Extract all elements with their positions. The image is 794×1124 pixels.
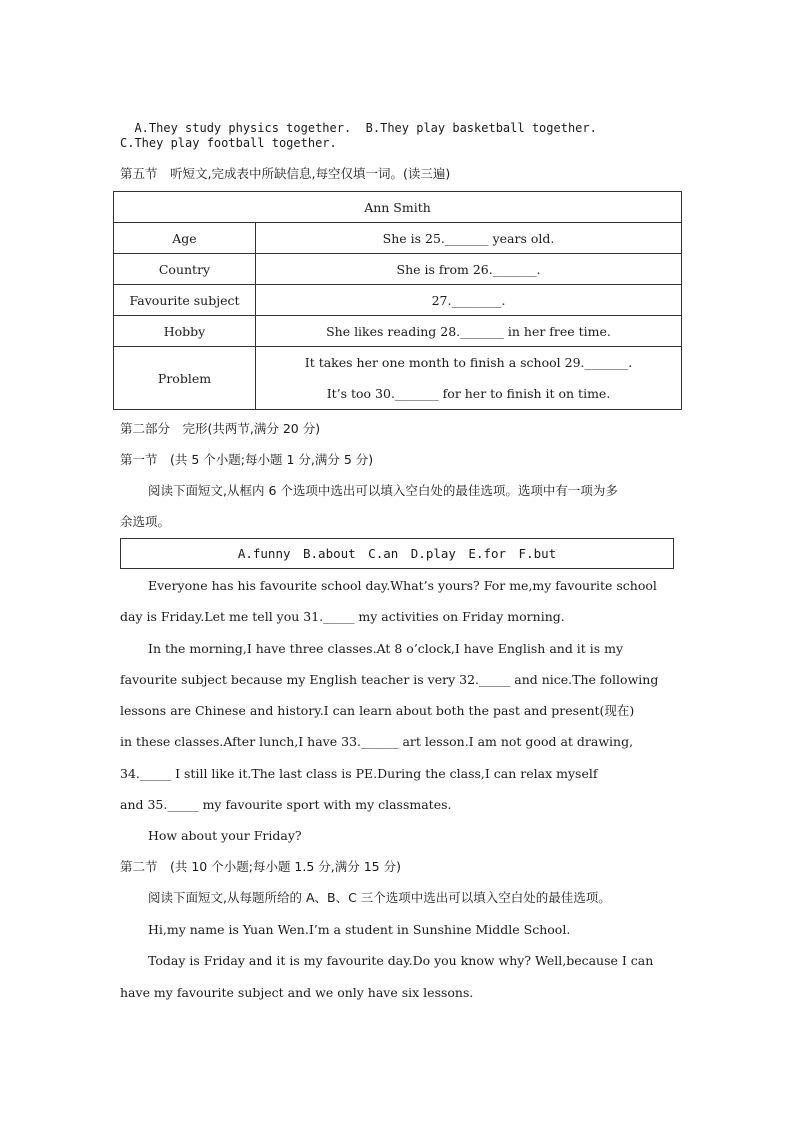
section2-title: 第二节 (共 10 个小题;每小题 1.5 分,满分 15 分) bbox=[120, 859, 401, 874]
passage2-line: Today is Friday and it is my favourite day.Do you know why? Well,because I can bbox=[148, 953, 654, 968]
option-c: C.They play football together. bbox=[120, 136, 337, 150]
part2-title: 第二部分 完形(共两节,满分 20 分) bbox=[120, 421, 321, 436]
info-table bbox=[113, 191, 682, 410]
passage-line: favourite subject because my English teacher is very 32._____ and nice.The following bbox=[120, 672, 659, 687]
passage2-line: have my favourite subject and we only have six lessons. bbox=[120, 985, 474, 1000]
passage-line: lessons are Chinese and history.I can learn about both the past and present(现在) bbox=[120, 703, 635, 718]
option-a-and-b bbox=[120, 104, 597, 136]
instruction-2: 阅读下面短文,从每题所给的 A、B、C 三个选项中选出可以填入空白处的最佳选项。 bbox=[148, 890, 611, 905]
passage-line: and 35._____ my favourite sport with my classmates. bbox=[120, 797, 452, 812]
table-row bbox=[114, 254, 682, 285]
problem-line-2: It’s too 30._______ for her to finish it on time. bbox=[326, 386, 611, 401]
table-row bbox=[114, 316, 682, 347]
section1-title: 第一节 (共 5 个小题;每小题 1 分,满分 5 分) bbox=[120, 452, 374, 467]
passage-line: Everyone has his favourite school day.What’s yours? For me,my favourite school bbox=[148, 578, 657, 593]
passage-line: In the morning,I have three classes.At 8 o’clock,I have English and it is my bbox=[148, 641, 624, 656]
row-value: She is from 26._______. bbox=[256, 254, 682, 285]
table-row bbox=[114, 285, 682, 316]
instruction-1-line1: 阅读下面短文,从框内 6 个选项中选出可以填入空白处的最佳选项。选项中有一项为多 bbox=[148, 483, 618, 498]
row-label: Age bbox=[114, 223, 256, 254]
table-header: Ann Smith bbox=[114, 192, 682, 223]
passage2-line: Hi,my name is Yuan Wen.I’m a student in Sunshine Middle School. bbox=[148, 922, 571, 937]
passage-line: How about your Friday? bbox=[148, 828, 302, 843]
passage-line: 34._____ I still like it.The last class is PE.During the class,I can relax myself bbox=[120, 766, 598, 781]
problem-line-1: It takes her one month to finish a school 29._______. bbox=[304, 355, 633, 370]
row-value: 27.________. bbox=[256, 285, 682, 316]
row-value: She is 25._______ years old. bbox=[256, 223, 682, 254]
table-row bbox=[114, 223, 682, 254]
passage-line: in these classes.After lunch,I have 33.______ art lesson.I am not good at drawing, bbox=[120, 734, 634, 749]
option-b: B.They play basketball together. bbox=[365, 121, 597, 135]
passage-line: day is Friday.Let me tell you 31._____ my activities on Friday morning. bbox=[120, 609, 565, 624]
option-a: A.They study physics together. bbox=[134, 121, 352, 135]
instruction-1-line2: 余选项。 bbox=[120, 514, 171, 529]
row-label: Country bbox=[114, 254, 256, 285]
row-value-problem bbox=[256, 347, 682, 410]
section5-title: 第五节 听短文,完成表中所缺信息,每空仅填一词。(读三遍) bbox=[120, 166, 451, 181]
row-value: She likes reading 28._______ in her free time. bbox=[256, 316, 682, 347]
row-label: Favourite subject bbox=[114, 285, 256, 316]
row-label: Hobby bbox=[114, 316, 256, 347]
options-box: A.funny B.about C.an D.play E.for F.but bbox=[120, 538, 674, 569]
row-label: Problem bbox=[114, 347, 256, 410]
table-row-problem bbox=[114, 347, 682, 410]
